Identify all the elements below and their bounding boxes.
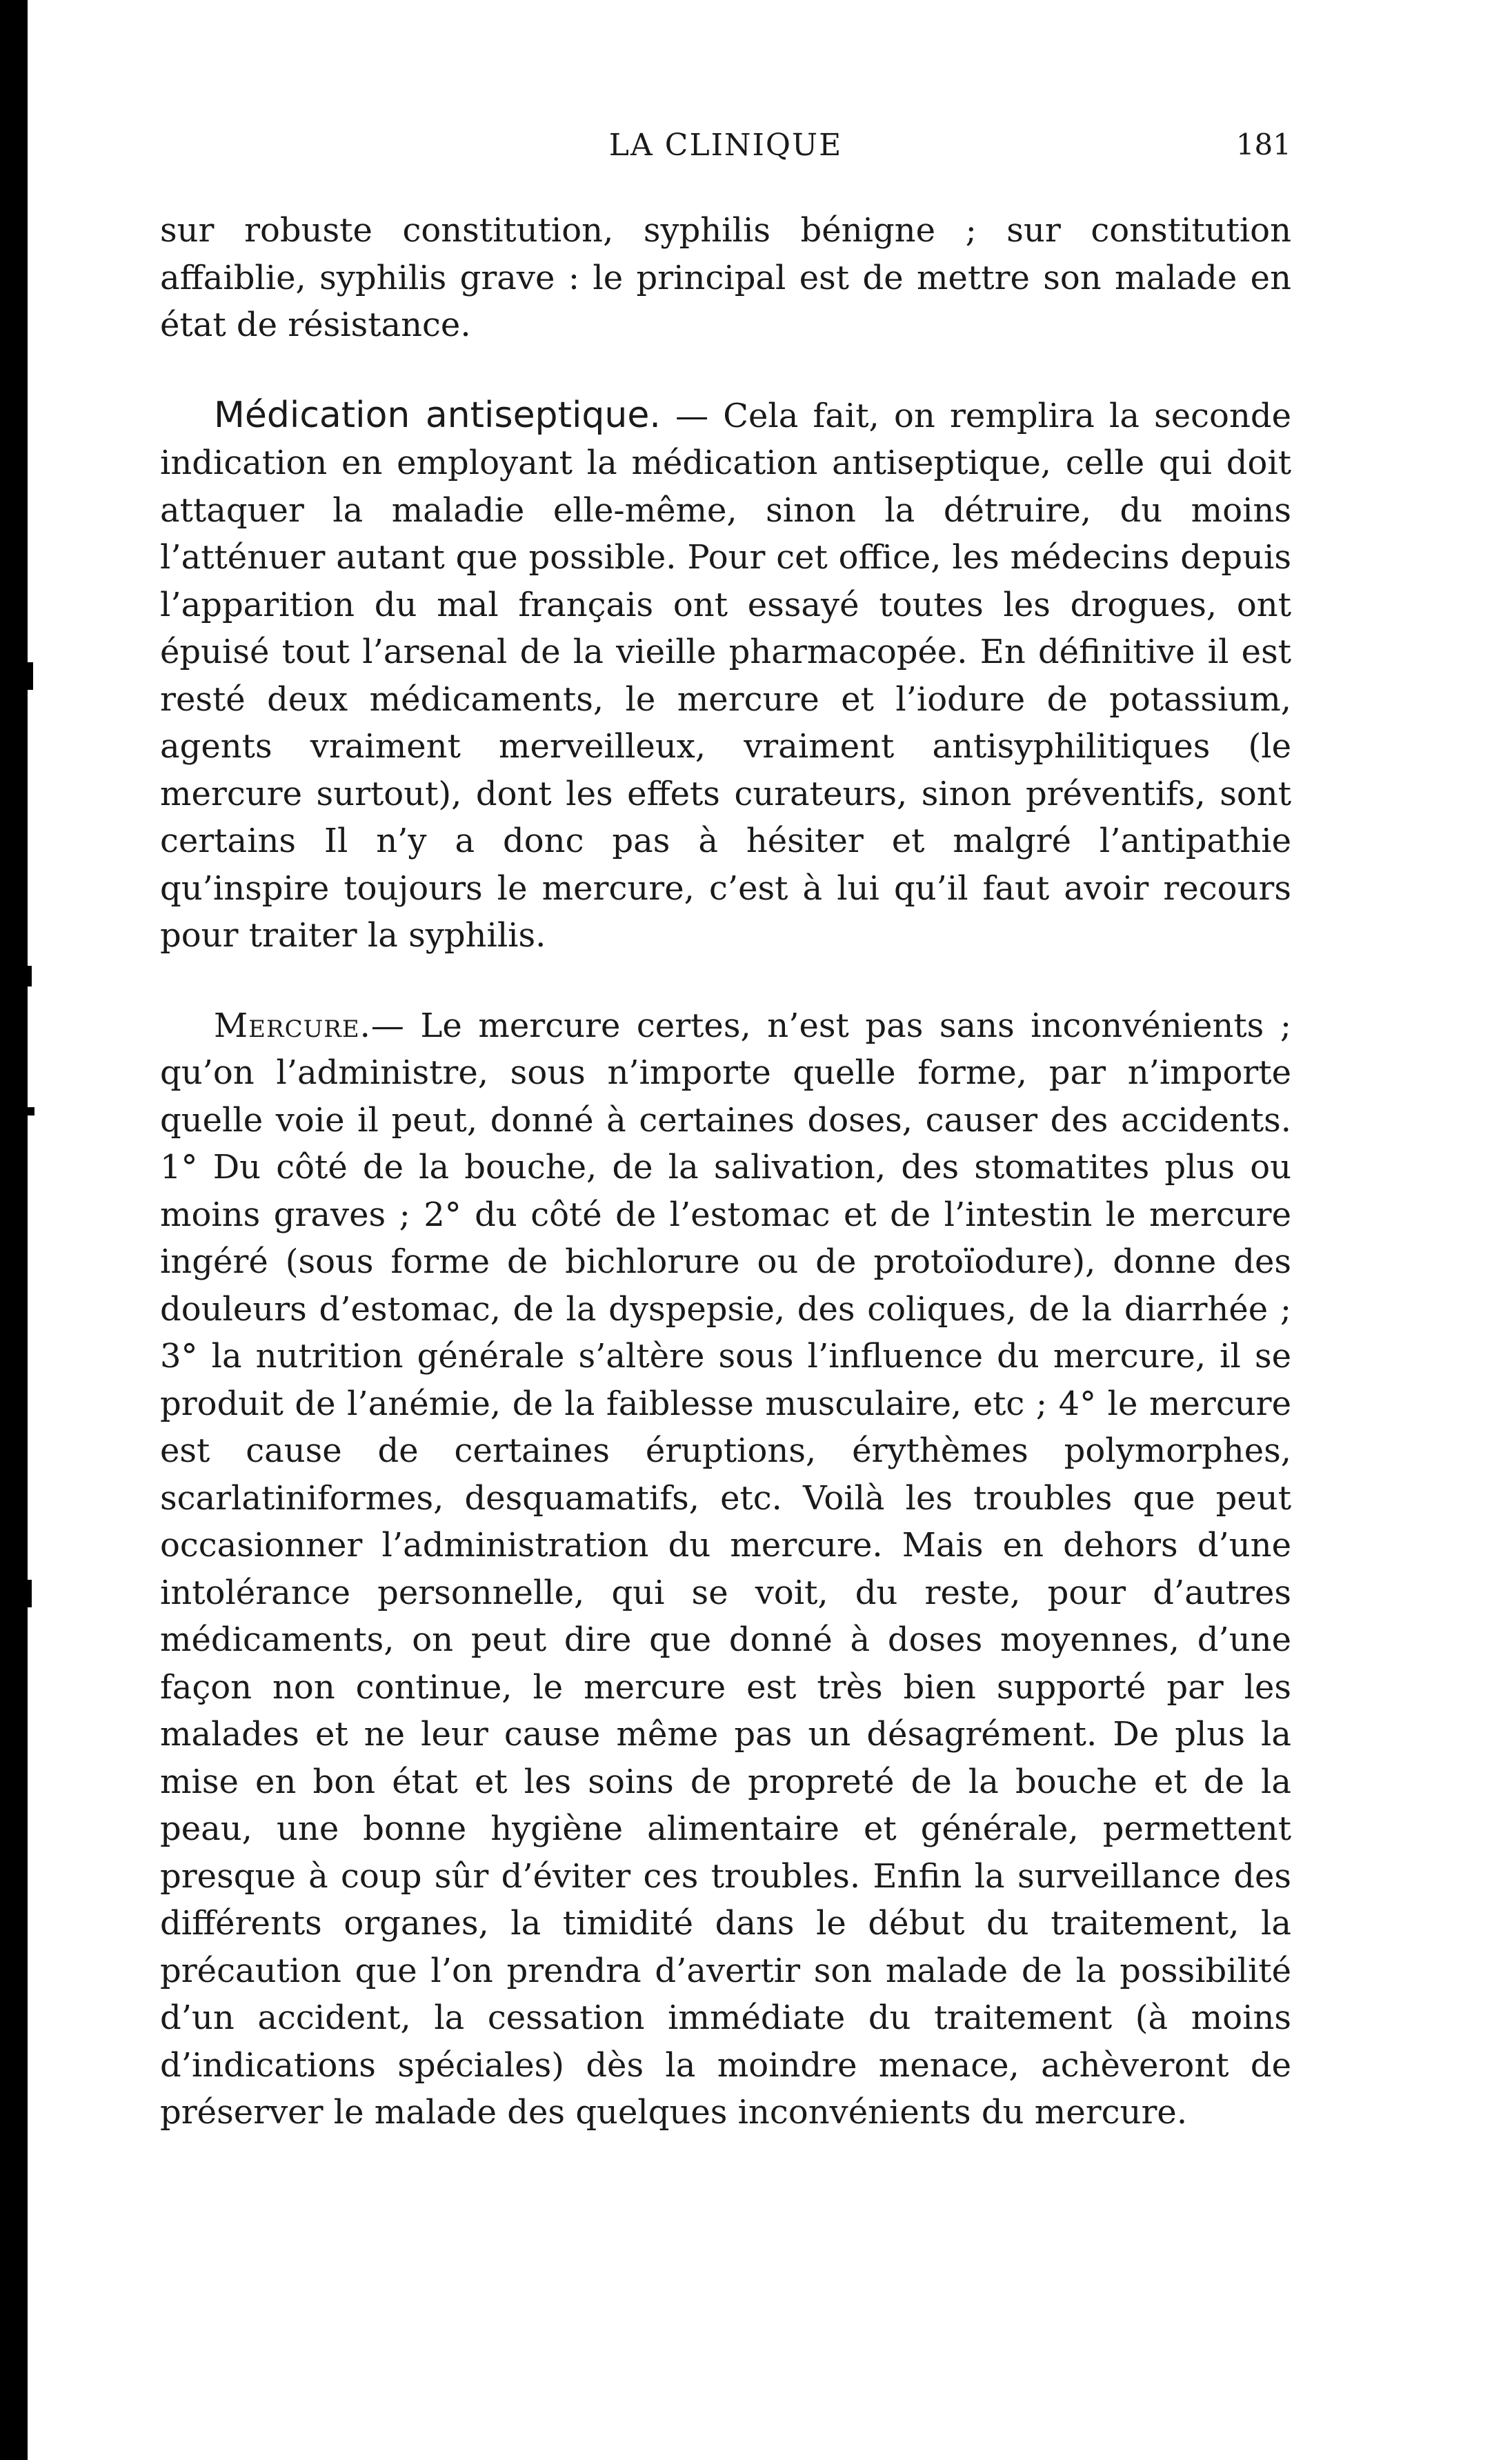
page-edge-mark xyxy=(28,662,33,690)
page-edge-mark xyxy=(28,1580,32,1607)
section-heading-antiseptic: Médication antiseptique. xyxy=(214,394,661,436)
section-heading-mercure: Mercure. xyxy=(214,1006,371,1045)
paragraph-continuation xyxy=(160,207,1291,349)
page-edge-mark xyxy=(28,966,32,986)
page-body xyxy=(160,207,1291,2136)
page-header xyxy=(160,128,1291,176)
scanned-page-edge xyxy=(0,0,28,2460)
paragraph-antiseptic-medication xyxy=(160,392,1291,960)
page-number: 181 xyxy=(1235,128,1291,161)
paragraph-text: — Le mercure certes, n’est pas sans inconvénients ; qu’on l’administre, sous n’importe quelle forme, par n’importe quelle voie il peut, donné à certaines doses, causer des accidents. 1° Du côté de la bouche, de la salivation, des stomatites plus ou moins graves ; 2° du côté de l’estomac et de l’intestin le mercure ingéré (sous forme de bichlorure ou de protoïodure), donne des douleurs d’estomac, de la dyspepsie, des coliques, de la diarrhée ; 3° la nutrition générale s’altère sous l’influence du mercure, il se produit de l’anémie, de la faiblesse musculaire, etc ; 4° le mercure est cause de certaines éruptions, érythèmes polymorphes, scarlatiniformes, desquamatifs, etc. Voilà les troubles que peut occasionner l’administration du mercure. Mais en dehors d’une intolérance personnelle, qui se voit, du reste, pour d’autres médicaments, on peut dire que donné à doses moyennes, d’une façon non continue, le mercure est très bien supporté par les malades et ne leur cause même pas un désagrément. De plus la mise en bon état et les soins de propreté de la bouche et de la peau, une bonne hygiène alimentaire et générale, permettent presque à coup sûr d’éviter ces troubles. Enfin la surveillance des différents organes, la timidité dans le début du traitement, la précaution que l’on prendra d’avertir son malade de la possibilité d’un accident, la cessation immédiate du traitement (à moins d’indications spéciales) dès la moindre menace, achèveront de préserver le malade des quelques inconvénients du mercure. xyxy=(160,1006,1291,2132)
paragraph-text: sur robuste constitution, syphilis bénigne ; sur constitution affaiblie, syphilis grave : le principal est de mettre son malade en état de résistance. xyxy=(160,211,1291,344)
page-edge-mark xyxy=(28,1107,34,1115)
paragraph-text: — Cela fait, on remplira la seconde indication en employant la médication antiseptique, celle qui doit attaquer la maladie elle-même, sinon la détruire, du moins l’atténuer autant que possible. Pour cet office, les médecins depuis l’apparition du mal français ont essayé toutes les drogues, ont épuisé tout l’arsenal de la vieille pharmacopée. En définitive il est resté deux médicaments, le mercure et l’iodure de potassium, agents vraiment merveilleux, vraiment antisyphilitiques (le mercure surtout), dont les effets curateurs, sinon préventifs, sont certains Il n’y a donc pas à hésiter et malgré l’antipathie qu’inspire toujours le mercure, c’est à lui qu’il faut avoir recours pour traiter la syphilis. xyxy=(160,396,1291,955)
paragraph-mercury xyxy=(160,1002,1291,2136)
running-title: LA CLINIQUE xyxy=(608,128,843,163)
